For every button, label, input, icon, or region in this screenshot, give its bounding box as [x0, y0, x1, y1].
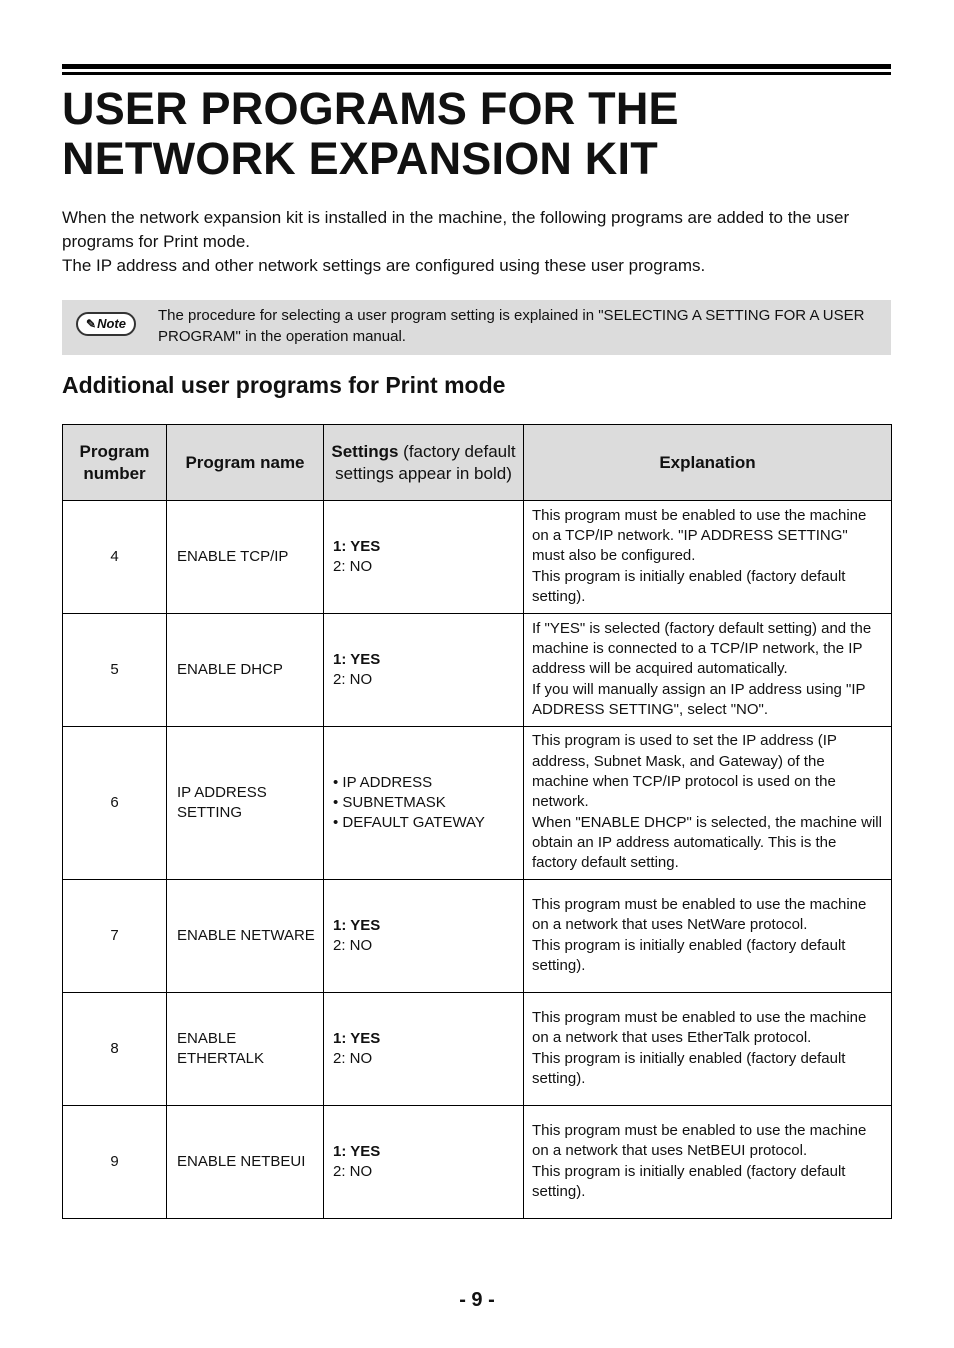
program-number: 8	[63, 993, 167, 1106]
program-settings	[324, 727, 524, 880]
explanation-text: If "YES" is selected (factory default setting) and the machine is connected to a TCP/IP network, the IP address will be acquired automatically.	[532, 619, 872, 678]
header-settings-bold: Settings	[331, 441, 399, 461]
explanation-text-2: This program is initially enabled (factory default setting).	[532, 936, 846, 974]
program-settings	[324, 880, 524, 993]
explanation-text-2: This program is initially enabled (factory default setting).	[532, 1162, 846, 1200]
setting-option: 2: NO	[333, 558, 373, 575]
setting-default: 1: YES	[333, 1142, 381, 1160]
program-number: 6	[63, 727, 167, 880]
program-explanation	[524, 501, 892, 614]
note-box	[62, 300, 891, 355]
program-number: 7	[63, 880, 167, 993]
header-rule-thick	[62, 64, 891, 69]
setting-item: • DEFAULT GATEWAY	[333, 814, 485, 832]
table-row	[63, 614, 892, 727]
program-explanation	[524, 614, 892, 727]
header-program-name: Program name	[167, 425, 324, 501]
setting-default: 1: YES	[333, 537, 381, 555]
setting-option: 2: NO	[333, 1163, 373, 1180]
program-settings	[324, 1106, 524, 1219]
table-header-row	[63, 425, 892, 501]
header-explanation: Explanation	[524, 425, 892, 501]
user-programs-table	[62, 424, 892, 1219]
note-text: The procedure for selecting a user program setting is explained in "SELECTING A SETTING FOR A USER PROGRAM" in the operation manual.	[158, 307, 865, 345]
explanation-text-2: This program is initially enabled (factory default setting).	[532, 1049, 846, 1087]
page-title	[62, 84, 891, 184]
program-number: 5	[63, 614, 167, 727]
explanation-text: This program must be enabled to use the machine on a network that uses NetWare protocol.	[532, 895, 867, 934]
program-name: ENABLE DHCP	[167, 614, 324, 727]
program-number: 9	[63, 1106, 167, 1219]
program-settings	[324, 993, 524, 1106]
program-explanation	[524, 727, 892, 880]
table-row	[63, 501, 892, 614]
explanation-text: This program must be enabled to use the machine on a network that uses EtherTalk protocol.	[532, 1008, 867, 1047]
explanation-text: This program must be enabled to use the machine on a TCP/IP network. "IP ADDRESS SETTING" must also be configured.	[532, 506, 867, 565]
table-row	[63, 880, 892, 993]
page-title-line-2: NETWORK EXPANSION KIT	[62, 133, 658, 184]
setting-item: • IP ADDRESS	[333, 773, 433, 791]
header-settings	[324, 425, 524, 501]
explanation-text-2: If you will manually assign an IP address using "IP ADDRESS SETTING", select "NO".	[532, 680, 866, 718]
intro-paragraph-2: The IP address and other network settings are configured using these user programs.	[62, 256, 706, 275]
program-settings	[324, 614, 524, 727]
program-explanation	[524, 880, 892, 993]
intro-paragraph-1: When the network expansion kit is installed in the machine, the following programs are added to the user programs for Print mode.	[62, 208, 850, 251]
section-heading: Additional user programs for Print mode	[62, 372, 506, 398]
setting-option: 2: NO	[333, 671, 373, 688]
explanation-text: This program must be enabled to use the machine on a network that uses NetBEUI protocol.	[532, 1121, 867, 1160]
note-badge-label: Note	[97, 316, 126, 331]
setting-default: 1: YES	[333, 1029, 381, 1047]
header-rule-thin	[62, 72, 891, 75]
header-program-number: Program number	[63, 425, 167, 501]
program-name: ENABLE ETHERTALK	[167, 993, 324, 1106]
explanation-text: This program is used to set the IP address (IP address, Subnet Mask, and Gateway) of the machine when TCP/IP protocol is used on the network.	[532, 732, 837, 811]
table-row	[63, 727, 892, 880]
setting-option: 2: NO	[333, 937, 373, 954]
setting-default: 1: YES	[333, 916, 381, 934]
table-row	[63, 993, 892, 1106]
page-title-line-1: USER PROGRAMS FOR THE	[62, 83, 679, 134]
header-settings-note: (factory default settings appear in bold)	[335, 441, 516, 483]
page-number: - 9 -	[459, 1289, 495, 1311]
program-settings	[324, 501, 524, 614]
setting-item: • SUBNETMASK	[333, 793, 446, 811]
table-row	[63, 1106, 892, 1219]
explanation-text-2: When "ENABLE DHCP" is selected, the machine will obtain an IP address automatically. This is the factory default setting.	[532, 813, 882, 872]
pencil-icon: ✎	[86, 317, 97, 331]
program-number: 4	[63, 501, 167, 614]
note-badge	[76, 312, 136, 336]
intro-text	[62, 206, 891, 278]
explanation-text-2: This program is initially enabled (factory default setting).	[532, 567, 846, 605]
program-name: IP ADDRESS SETTING	[167, 727, 324, 880]
program-explanation	[524, 1106, 892, 1219]
setting-option: 2: NO	[333, 1050, 373, 1067]
program-name: ENABLE NETBEUI	[167, 1106, 324, 1219]
program-name: ENABLE TCP/IP	[167, 501, 324, 614]
program-name: ENABLE NETWARE	[167, 880, 324, 993]
setting-default: 1: YES	[333, 650, 381, 668]
program-explanation	[524, 993, 892, 1106]
